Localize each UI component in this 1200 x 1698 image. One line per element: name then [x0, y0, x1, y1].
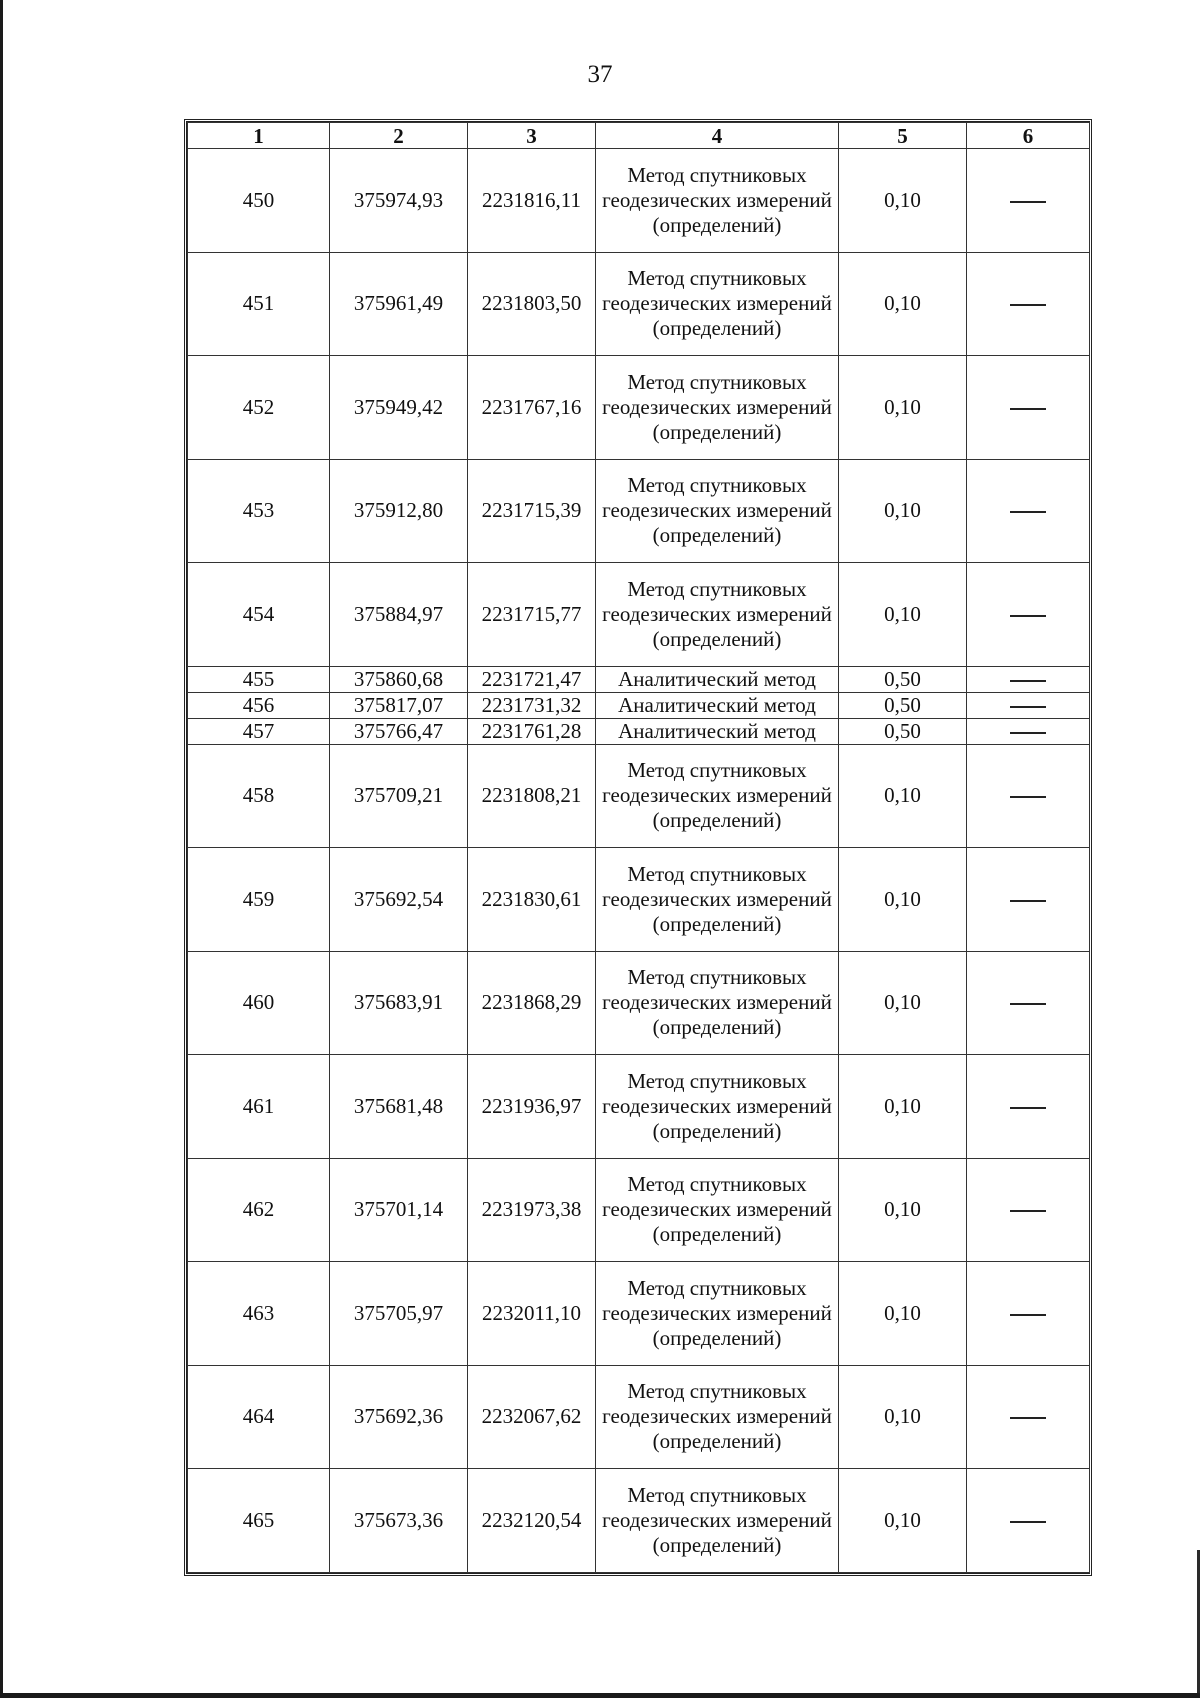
note-cell: [967, 848, 1090, 952]
note-cell: [967, 1469, 1090, 1573]
method-cell: [596, 1365, 839, 1469]
point-number-cell: 461: [188, 1055, 330, 1159]
accuracy-cell: 0,10: [839, 1365, 967, 1469]
method-text: Метод спутниковых геодезических измерений (определений): [602, 1275, 832, 1350]
table-row: [188, 848, 1090, 952]
x-coordinate-cell: 375709,21: [330, 744, 468, 848]
table-body: [188, 123, 1090, 1573]
note-cell: [967, 1262, 1090, 1366]
dash-mark: [1010, 732, 1046, 734]
note-cell: [967, 718, 1090, 744]
table-row: [188, 252, 1090, 356]
y-coordinate-cell: 2231767,16: [468, 356, 596, 460]
point-number-cell: 450: [188, 149, 330, 253]
point-number-cell: 451: [188, 252, 330, 356]
dash-mark: [1010, 511, 1046, 513]
dash-mark: [1010, 408, 1046, 410]
x-coordinate-cell: 375673,36: [330, 1469, 468, 1573]
note-cell: [967, 744, 1090, 848]
note-cell: [967, 951, 1090, 1055]
x-coordinate-cell: 375974,93: [330, 149, 468, 253]
accuracy-cell: 0,10: [839, 1469, 967, 1573]
page-number: 37: [587, 61, 613, 88]
note-cell: [967, 149, 1090, 253]
x-coordinate-cell: 375817,07: [330, 692, 468, 718]
x-coordinate-cell: 375912,80: [330, 459, 468, 563]
note-cell: [967, 356, 1090, 460]
accuracy-cell: 0,10: [839, 252, 967, 356]
point-number-cell: 458: [188, 744, 330, 848]
method-cell: [596, 744, 839, 848]
y-coordinate-cell: 2231715,77: [468, 563, 596, 667]
note-cell: [967, 666, 1090, 692]
header-cell: 6: [967, 123, 1090, 149]
accuracy-cell: 0,10: [839, 149, 967, 253]
method-cell: [596, 718, 839, 744]
x-coordinate-cell: 375692,36: [330, 1365, 468, 1469]
point-number-cell: 455: [188, 666, 330, 692]
method-cell: [596, 1469, 839, 1573]
note-cell: [967, 1055, 1090, 1159]
table-row: [188, 1055, 1090, 1159]
method-cell: [596, 356, 839, 460]
dash-mark: [1010, 706, 1046, 708]
point-number-cell: 454: [188, 563, 330, 667]
table-header-row: [188, 123, 1090, 149]
accuracy-cell: 0,10: [839, 563, 967, 667]
point-number-cell: 456: [188, 692, 330, 718]
table-row: [188, 149, 1090, 253]
method-cell: [596, 951, 839, 1055]
x-coordinate-cell: 375681,48: [330, 1055, 468, 1159]
method-cell: [596, 149, 839, 253]
x-coordinate-cell: 375884,97: [330, 563, 468, 667]
note-cell: [967, 459, 1090, 563]
x-coordinate-cell: 375683,91: [330, 951, 468, 1055]
x-coordinate-cell: 375766,47: [330, 718, 468, 744]
method-cell: [596, 1158, 839, 1262]
y-coordinate-cell: 2231830,61: [468, 848, 596, 952]
point-number-cell: 464: [188, 1365, 330, 1469]
method-text: Метод спутниковых геодезических измерений (определений): [602, 1068, 832, 1143]
y-coordinate-cell: 2231721,47: [468, 666, 596, 692]
method-text: Метод спутниковых геодезических измерений (определений): [602, 162, 832, 237]
accuracy-cell: 0,10: [839, 459, 967, 563]
header-cell: 1: [188, 123, 330, 149]
method-text: Метод спутниковых геодезических измерений (определений): [602, 758, 832, 833]
dash-mark: [1010, 1210, 1046, 1212]
table-row: [188, 744, 1090, 848]
table-row: [188, 1262, 1090, 1366]
y-coordinate-cell: 2231973,38: [468, 1158, 596, 1262]
note-cell: [967, 1365, 1090, 1469]
y-coordinate-cell: 2231816,11: [468, 149, 596, 253]
accuracy-cell: 0,10: [839, 744, 967, 848]
method-text: Метод спутниковых геодезических измерений (определений): [602, 965, 832, 1040]
table-row: [188, 718, 1090, 744]
note-cell: [967, 252, 1090, 356]
y-coordinate-cell: 2231803,50: [468, 252, 596, 356]
header-cell: 2: [330, 123, 468, 149]
x-coordinate-cell: 375701,14: [330, 1158, 468, 1262]
accuracy-cell: 0,50: [839, 692, 967, 718]
dash-mark: [1010, 304, 1046, 306]
method-cell: [596, 252, 839, 356]
method-text: Метод спутниковых геодезических измерений (определений): [602, 861, 832, 936]
table-row: [188, 356, 1090, 460]
scan-border-bottom: [0, 1693, 1200, 1698]
dash-mark: [1010, 615, 1046, 617]
y-coordinate-cell: 2232011,10: [468, 1262, 596, 1366]
dash-mark: [1010, 900, 1046, 902]
method-text: Метод спутниковых геодезических измерений (определений): [602, 473, 832, 548]
method-text: Метод спутниковых геодезических измерений (определений): [602, 266, 832, 341]
dash-mark: [1010, 1003, 1046, 1005]
y-coordinate-cell: 2231936,97: [468, 1055, 596, 1159]
method-text: Метод спутниковых геодезических измерений (определений): [602, 576, 832, 651]
accuracy-cell: 0,10: [839, 848, 967, 952]
dash-mark: [1010, 1314, 1046, 1316]
note-cell: [967, 563, 1090, 667]
method-cell: [596, 848, 839, 952]
method-cell: [596, 1055, 839, 1159]
method-cell: [596, 666, 839, 692]
accuracy-cell: 0,10: [839, 1158, 967, 1262]
y-coordinate-cell: 2232067,62: [468, 1365, 596, 1469]
dash-mark: [1010, 1521, 1046, 1523]
accuracy-cell: 0,10: [839, 1055, 967, 1159]
table-row: [188, 563, 1090, 667]
accuracy-cell: 0,10: [839, 951, 967, 1055]
point-number-cell: 462: [188, 1158, 330, 1262]
method-cell: [596, 563, 839, 667]
table-row: [188, 951, 1090, 1055]
accuracy-cell: 0,50: [839, 718, 967, 744]
method-text: Метод спутниковых геодезических измерений (определений): [602, 369, 832, 444]
method-text: Метод спутниковых геодезических измерений (определений): [602, 1482, 832, 1557]
dash-mark: [1010, 796, 1046, 798]
dash-mark: [1010, 680, 1046, 682]
accuracy-cell: 0,10: [839, 356, 967, 460]
method-cell: [596, 1262, 839, 1366]
y-coordinate-cell: 2231761,28: [468, 718, 596, 744]
accuracy-cell: 0,50: [839, 666, 967, 692]
table-row: [188, 1469, 1090, 1573]
coordinates-table: [187, 122, 1090, 1573]
x-coordinate-cell: 375860,68: [330, 666, 468, 692]
dash-mark: [1010, 1107, 1046, 1109]
header-cell: 5: [839, 123, 967, 149]
x-coordinate-cell: 375692,54: [330, 848, 468, 952]
header-cell: 3: [468, 123, 596, 149]
method-text: Метод спутниковых геодезических измерений (определений): [602, 1172, 832, 1247]
accuracy-cell: 0,10: [839, 1262, 967, 1366]
method-text: Аналитический метод: [618, 693, 816, 717]
dash-mark: [1010, 1417, 1046, 1419]
coordinates-table-frame: [184, 119, 1092, 1576]
point-number-cell: 452: [188, 356, 330, 460]
y-coordinate-cell: 2232120,54: [468, 1469, 596, 1573]
x-coordinate-cell: 375961,49: [330, 252, 468, 356]
method-cell: [596, 692, 839, 718]
x-coordinate-cell: 375705,97: [330, 1262, 468, 1366]
method-text: Аналитический метод: [618, 667, 816, 691]
point-number-cell: 459: [188, 848, 330, 952]
y-coordinate-cell: 2231731,32: [468, 692, 596, 718]
note-cell: [967, 692, 1090, 718]
table-row: [188, 459, 1090, 563]
table-row: [188, 1158, 1090, 1262]
y-coordinate-cell: 2231715,39: [468, 459, 596, 563]
y-coordinate-cell: 2231868,29: [468, 951, 596, 1055]
method-text: Метод спутниковых геодезических измерений (определений): [602, 1379, 832, 1454]
point-number-cell: 463: [188, 1262, 330, 1366]
point-number-cell: 453: [188, 459, 330, 563]
method-text: Аналитический метод: [618, 719, 816, 743]
point-number-cell: 465: [188, 1469, 330, 1573]
table-row: [188, 1365, 1090, 1469]
point-number-cell: 457: [188, 718, 330, 744]
dash-mark: [1010, 201, 1046, 203]
x-coordinate-cell: 375949,42: [330, 356, 468, 460]
table-row: [188, 666, 1090, 692]
method-cell: [596, 459, 839, 563]
table-row: [188, 692, 1090, 718]
point-number-cell: 460: [188, 951, 330, 1055]
header-cell: 4: [596, 123, 839, 149]
y-coordinate-cell: 2231808,21: [468, 744, 596, 848]
scan-border-left: [0, 0, 3, 1698]
note-cell: [967, 1158, 1090, 1262]
